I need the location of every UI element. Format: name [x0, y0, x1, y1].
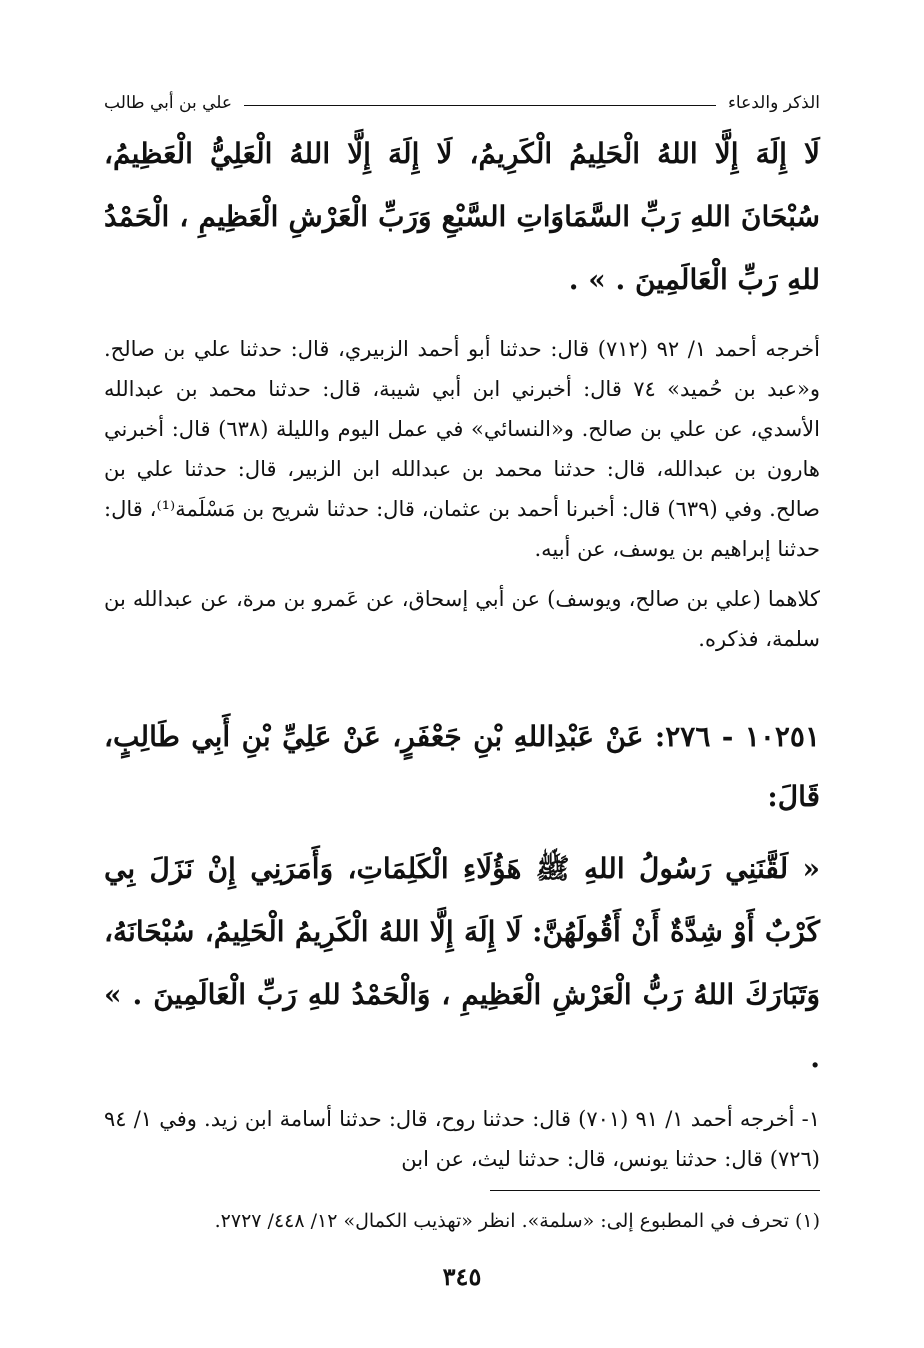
hadith-text: « لَقَّنَنِي رَسُولُ اللهِ ﷺ هَؤُلَاءِ الْكَلِمَاتِ، وَأَمَرَنِي إِنْ نَزَلَ بِي كَرْبٌ أَوْ شِدَّةٌ أَنْ أَقُولَهُنَّ: لَا إِلَهَ إِلَّا اللهُ الْكَرِيمُ الْحَلِيمُ، سُبْحَانَهُ، وَتَبَارَكَ اللهُ رَبُّ الْعَرْشِ الْعَظِيمِ ، وَالْحَمْدُ للهِ رَبِّ الْعَالَمِينَ . » .	[104, 852, 820, 1074]
page-number: ٣٤٥	[442, 1262, 482, 1291]
takhrij-paragraph: ١- أخرجه أحمد ١/ ٩١ (٧٠١) قال: حدثنا روح، قال: حدثنا أسامة ابن زيد. وفي ١/ ٩٤ (٧٢٦) قال: حدثنا يونس، قال: حدثنا ليث، عن ابن	[104, 1107, 820, 1171]
spacer	[104, 569, 820, 579]
footnote: (١) تحرف في المطبوع إلى: «سلمة». انظر «تهذيب الكمال» ١٢/ ٤٤٨/ ٢٧٢٧.	[214, 1210, 820, 1232]
takhrij-summary: كلاهما (علي بن صالح، ويوسف) عن أبي إسحاق، عن عَمرو بن مرة، عن عبدالله بن سلمة، فذكره.	[104, 587, 820, 651]
spacer	[104, 311, 820, 329]
hadith-text: لَا إِلَهَ إِلَّا اللهُ الْحَلِيمُ الْكَرِيمُ، لَا إِلَهَ إِلَّا اللهُ الْعَلِيُّ الْعَظِيمُ، سُبْحَانَ اللهِ رَبِّ السَّمَاوَاتِ السَّبْعِ وَرَبِّ الْعَرْشِ الْعَظِيمِ ، الْحَمْدُ للهِ رَبِّ الْعَالَمِينَ . » .	[104, 137, 820, 296]
footnote-separator	[490, 1190, 820, 1191]
takhrij-paragraph: أخرجه أحمد ١/ ٩٢ (٧١٢) قال: حدثنا أبو أحمد الزبيري، قال: حدثنا علي بن صالح. و«عبد بن حُميد» ٧٤ قال: أخبرني ابن أبي شيبة، قال: حدثنا محمد بن عبدالله الأسدي، عن علي بن صالح. و«النسائي» في عمل اليوم والليلة (٦٣٨) قال: أخبرني هارون بن عبدالله، قال: حدثنا محمد بن عبدالله ابن الزبير، قال: حدثنا علي بن صالح. وفي (٦٣٩) قال: أخبرنا أحمد بن عثمان، قال: حدثنا شريح بن مَسْلَمة⁽¹⁾، قال: حدثنا إبراهيم بن يوسف، عن أبيه.	[104, 337, 820, 561]
header-chapter-title: الذكر والدعاء	[727, 93, 820, 113]
spacer	[104, 827, 820, 837]
header-rule	[244, 105, 716, 106]
spacer	[104, 659, 820, 707]
header-section-title: علي بن أبي طالب	[104, 93, 233, 113]
page-body	[104, 122, 820, 1179]
running-header	[104, 88, 820, 118]
hadith-heading: ١٠٢٥١ - ٢٧٦: عَنْ عَبْدِاللهِ بْنِ جَعْفَرٍ، عَنْ عَلِيِّ بْنِ أَبِي طَالِبٍ، قَالَ:	[104, 720, 821, 813]
spacer	[104, 1089, 820, 1099]
